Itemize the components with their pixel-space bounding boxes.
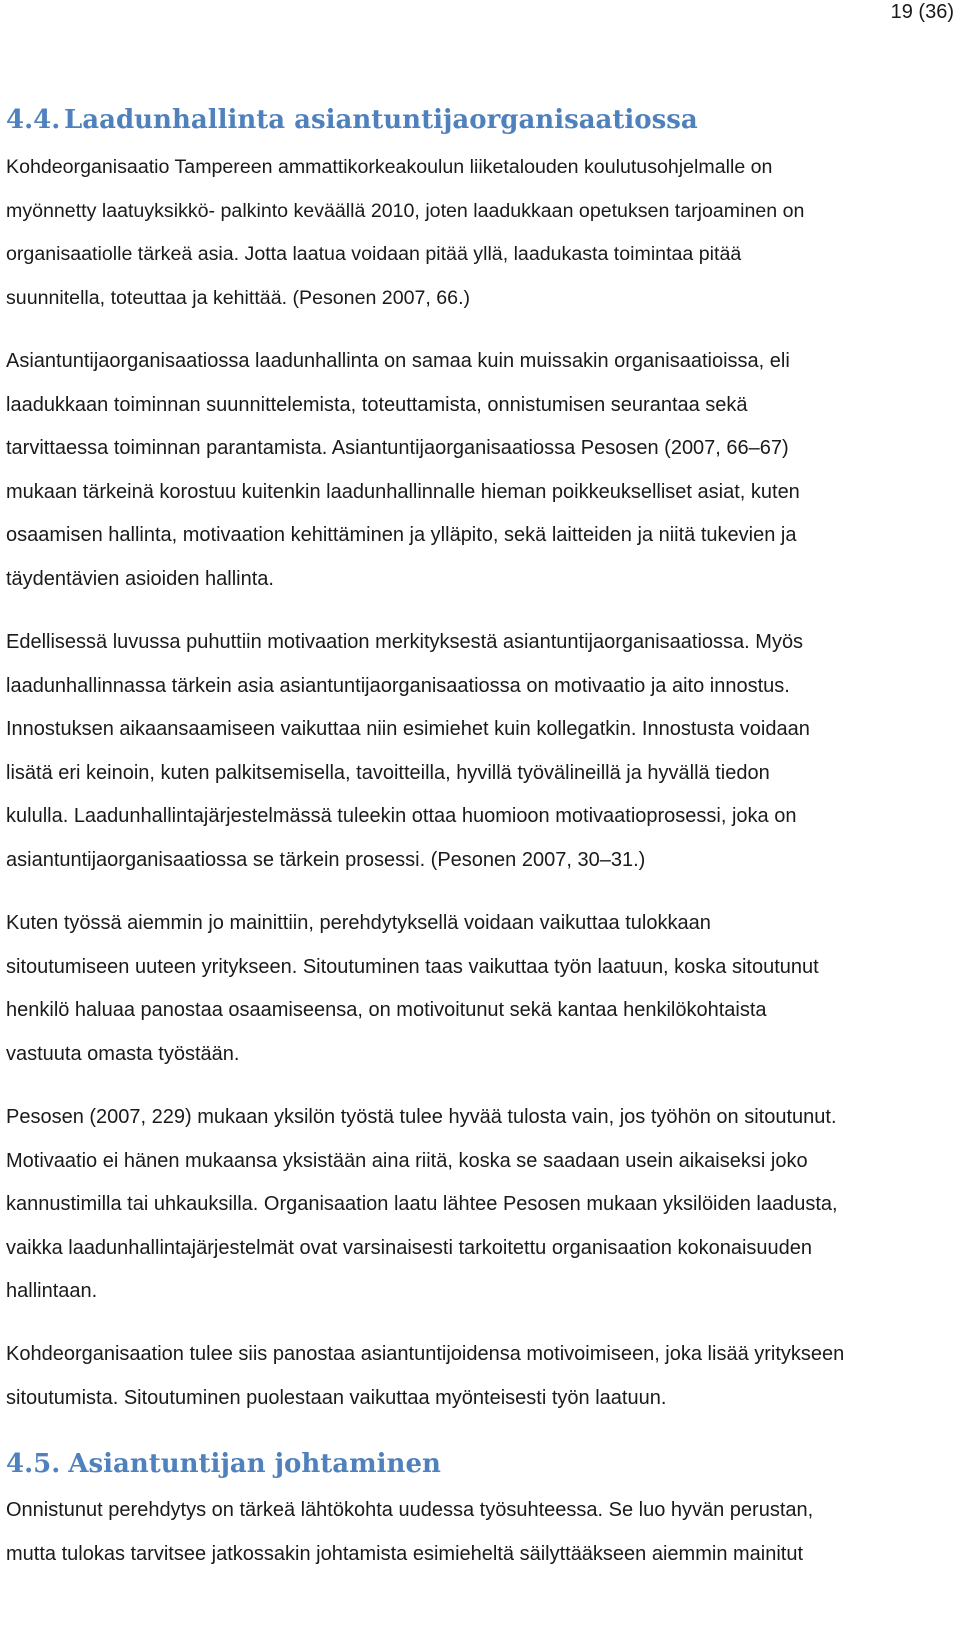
text-line: hallintaan. xyxy=(6,1280,98,1302)
text-line: Asiantuntijaorganisaatiossa laadunhallinta on samaa kuin muissakin organisaatioissa, eli xyxy=(6,350,790,372)
text-line: suunnitella, toteuttaa ja kehittää. (Pesonen 2007, 66.) xyxy=(6,286,471,309)
section-number: 4.5. xyxy=(6,1449,61,1479)
text-line: sitoutumiseen uuteen yritykseen. Sitoutuminen taas vaikuttaa työn laatuun, koska sitoutunut xyxy=(6,955,819,978)
text-line: mukaan tärkeinä korostuu kuitenkin laadunhallinnalle hieman poikkeukselliset asiat, kuten xyxy=(6,480,800,503)
text-line: asiantuntijaorganisaatiossa se tärkein prosessi. (Pesonen 2007, 30–31.) xyxy=(6,848,646,871)
text-line: täydentävien asioiden hallinta. xyxy=(6,567,274,590)
paragraph-7 xyxy=(6,1489,956,1576)
text-line: vaikka laadunhallintajärjestelmät ovat varsinaisesti tarkoitettu organisaation kokonaisuuden xyxy=(6,1236,813,1259)
text-line: mutta tulokas tarvitsee jatkossakin johtamista esimieheltä säilyttääkseen aiemmin mainitut xyxy=(6,1542,804,1565)
text-line: Kuten työssä aiemmin jo mainittiin, perehdytyksellä voidaan vaikuttaa tulokkaan xyxy=(6,912,711,934)
text-line: Kohdeorganisaatio Tampereen ammattikorkeakoulun liiketalouden koulutusohjelmalle on xyxy=(6,156,773,178)
section-heading-4-4 xyxy=(6,104,698,136)
text-line: Onnistunut perehdytys on tärkeä lähtökohta uudessa työsuhteessa. Se luo hyvän perustan, xyxy=(6,1499,814,1521)
paragraph-2 xyxy=(6,340,956,601)
paragraph-6 xyxy=(6,1333,956,1420)
text-line: laadukkaan toiminnan suunnittelemista, toteuttamista, onnistumisen seurantaa sekä xyxy=(6,393,748,416)
text-line: Innostuksen aikaansaamiseen vaikuttaa niin esimiehet kuin kollegatkin. Innostusta voidaan xyxy=(6,718,810,740)
section-heading-4-5 xyxy=(6,1448,441,1480)
paragraph-3 xyxy=(6,621,956,882)
text-line: myönnetty laatuyksikkö- palkinto keväällä 2010, joten laadukkaan opetuksen tarjoaminen on xyxy=(6,199,805,222)
text-line: lisätä eri keinoin, kuten palkitsemisella, tavoitteilla, hyvillä työvälineillä ja hyvällä tiedon xyxy=(6,761,770,784)
text-line: Pesosen (2007, 229) mukaan yksilön työstä tulee hyvää tulosta vain, jos työhön on sitoutunut. xyxy=(6,1106,837,1128)
paragraph-1 xyxy=(6,146,956,320)
text-line: osaamisen hallinta, motivaation kehittäminen ja ylläpito, sekä laitteiden ja niitä tukevien ja xyxy=(6,524,797,546)
text-line: tarvittaessa toiminnan parantamista. Asiantuntijaorganisaatiossa Pesosen (2007, 66–67) xyxy=(6,437,789,459)
text-line: kululla. Laadunhallintajärjestelmässä tuleekin ottaa huomioon motivaatioprosessi, joka on xyxy=(6,805,797,827)
text-line: sitoutumista. Sitoutuminen puolestaan vaikuttaa myönteisesti työn laatuun. xyxy=(6,1386,667,1409)
text-line: Kohdeorganisaation tulee siis panostaa asiantuntijoidensa motivoimiseen, joka lisää yritykseen xyxy=(6,1343,845,1365)
text-line: organisaatiolle tärkeä asia. Jotta laatua voidaan pitää yllä, laadukasta toimintaa pitää xyxy=(6,243,742,265)
text-line: henkilö haluaa panostaa osaamiseensa, on motivoitunut sekä kantaa henkilökohtaista xyxy=(6,999,767,1021)
text-line: Motivaatio ei hänen mukaansa yksistään aina riitä, koska se saadaan usein aikaiseksi joko xyxy=(6,1149,808,1172)
page-number: 19 (36) xyxy=(890,1,954,23)
text-line: laadunhallinnassa tärkein asia asiantuntijaorganisaatiossa on motivaatio ja aito innostus. xyxy=(6,674,790,697)
paragraph-5 xyxy=(6,1096,956,1314)
text-line: kannustimilla tai uhkauksilla. Organisaation laatu lähtee Pesosen mukaan yksilöiden laadusta, xyxy=(6,1193,838,1215)
section-title: Asiantuntijan johtaminen xyxy=(68,1449,441,1479)
text-line: Edellisessä luvussa puhuttiin motivaation merkityksestä asiantuntijaorganisaatiossa. Myös xyxy=(6,631,804,653)
section-number: 4.4. xyxy=(6,105,61,135)
text-line: vastuuta omasta työstään. xyxy=(6,1042,240,1065)
paragraph-4 xyxy=(6,902,956,1076)
section-title: Laadunhallinta asiantuntijaorganisaatiossa xyxy=(64,105,698,135)
